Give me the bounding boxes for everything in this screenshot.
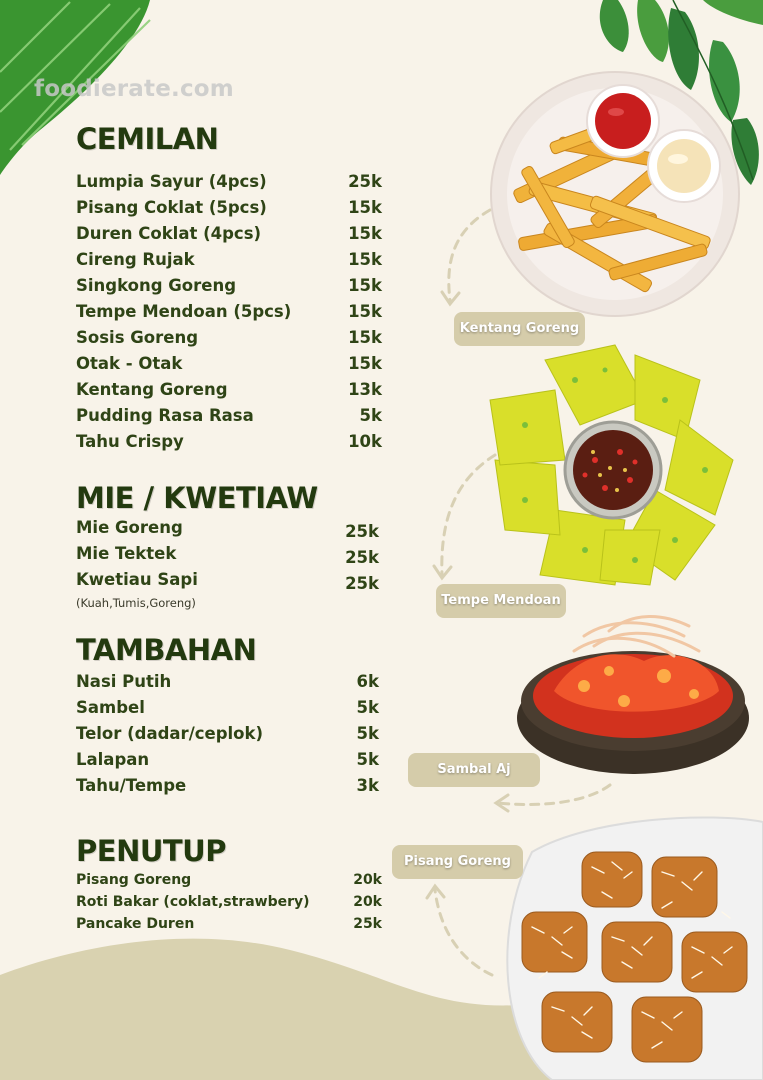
item-price: 5k [356, 724, 379, 743]
item-name: Lalapan [76, 750, 150, 769]
photo-label-tempe: Tempe Mendoan [436, 584, 566, 618]
section-title-cemilan: CEMILAN [76, 122, 219, 156]
photo-label-sambal: Sambal Aj [408, 753, 540, 787]
item-price: 6k [356, 672, 379, 691]
section-title-penutup: PENUTUP [76, 834, 226, 868]
item-name: Lumpia Sayur (4pcs) [76, 172, 267, 191]
pisang-goreng-plate-image [492, 812, 763, 1080]
mie-note: (Kuah,Tumis,Goreng) [76, 596, 196, 610]
item-name: Pancake Duren [76, 916, 195, 932]
item-price: 13k [348, 380, 382, 399]
item-price: 10k [348, 432, 382, 451]
item-name: Sosis Goreng [76, 328, 199, 347]
item-name: Nasi Putih [76, 672, 172, 691]
item-price: 15k [348, 354, 382, 373]
item-price: 5k [359, 406, 382, 425]
item-price: 5k [356, 750, 379, 769]
sambal-bowl-image [514, 606, 752, 778]
item-price: 3k [356, 776, 379, 795]
item-price: 5k [356, 698, 379, 717]
item-name: Kwetiau Sapi [76, 570, 198, 589]
item-name: Tempe Mendoan (5pcs) [76, 302, 292, 321]
item-price: 25k [353, 916, 382, 932]
item-name: Duren Coklat (4pcs) [76, 224, 262, 243]
item-name: Otak - Otak [76, 354, 183, 373]
item-name: Sambel [76, 698, 145, 717]
item-name: Pudding Rasa Rasa [76, 406, 254, 425]
item-price: 15k [348, 224, 382, 243]
photo-label-pisang: Pisang Goreng [392, 845, 523, 879]
section-title-mie: MIE / KWETIAW [76, 481, 318, 515]
item-name: Telor (dadar/ceplok) [76, 724, 264, 743]
item-name: Roti Bakar (coklat,strawbery) [76, 894, 310, 910]
item-price: 25k [345, 548, 379, 567]
item-name: Tahu/Tempe [76, 776, 187, 795]
watermark: foodierate.com [34, 76, 234, 102]
item-price: 15k [348, 328, 382, 347]
item-name: Pisang Goreng [76, 872, 192, 888]
item-name: Mie Tektek [76, 544, 177, 563]
item-name: Kentang Goreng [76, 380, 228, 399]
tempe-mendoan-image [485, 340, 740, 590]
item-price: 15k [348, 302, 382, 321]
item-price: 20k [353, 894, 382, 910]
item-price: 15k [348, 250, 382, 269]
item-name: Mie Goreng [76, 518, 183, 537]
item-name: Cireng Rujak [76, 250, 195, 269]
item-price: 25k [348, 172, 382, 191]
photo-label-kentang: Kentang Goreng [454, 312, 585, 346]
item-price: 20k [353, 872, 382, 888]
item-name: Pisang Coklat (5pcs) [76, 198, 267, 217]
item-price: 25k [345, 574, 379, 593]
item-price: 25k [345, 522, 379, 541]
item-name: Singkong Goreng [76, 276, 237, 295]
item-price: 15k [348, 198, 382, 217]
item-name: Tahu Crispy [76, 432, 184, 451]
section-title-tambahan: TAMBAHAN [76, 633, 257, 667]
fries-plate-image [488, 66, 743, 318]
item-price: 15k [348, 276, 382, 295]
